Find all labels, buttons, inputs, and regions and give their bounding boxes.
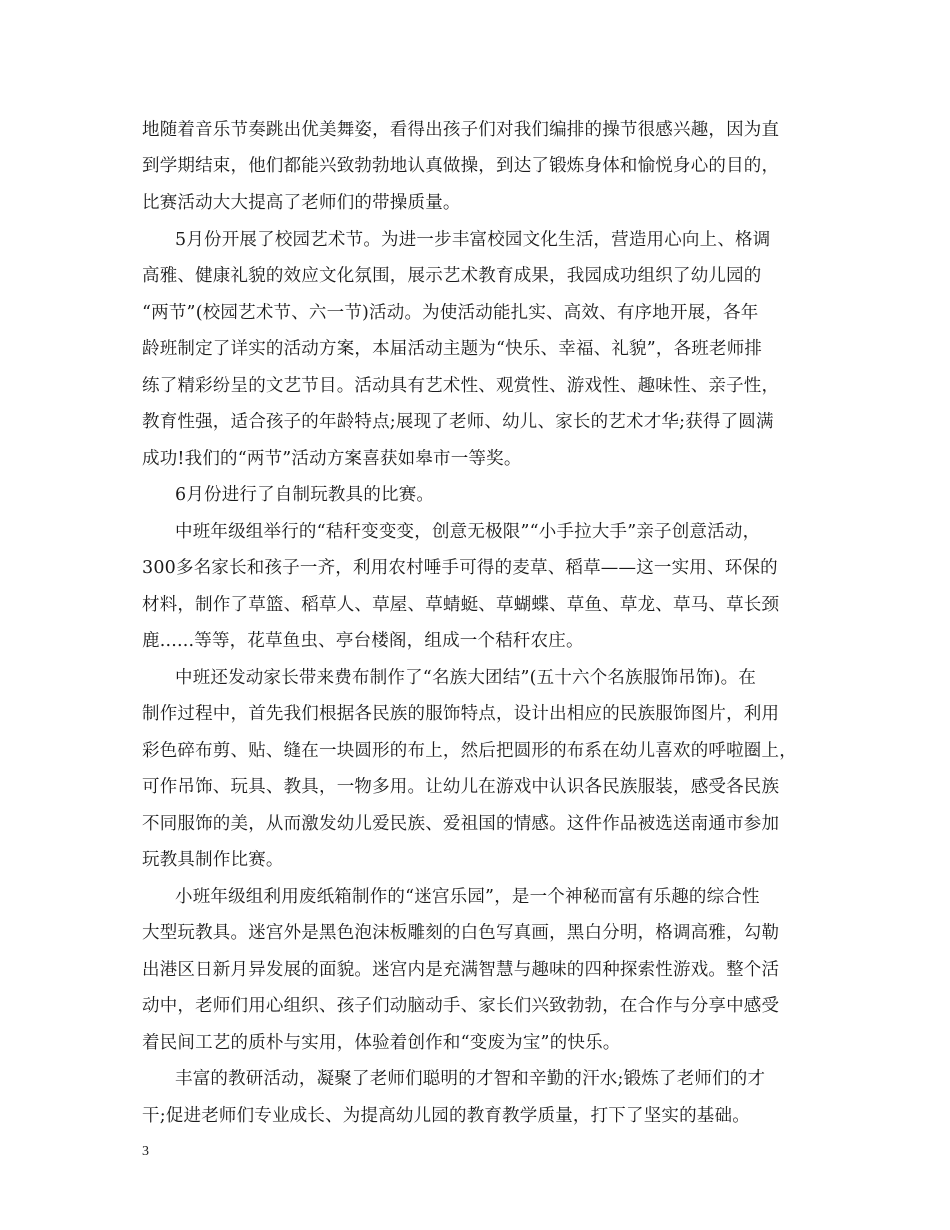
text-line: 成功!我们的“两节”活动方案喜获如皋市一等奖。 — [142, 449, 522, 469]
paragraph-start-line: 5月份开展了校园艺术节。为进一步丰富校园文化生活，营造用心向上、格调 — [175, 230, 771, 250]
text-line: 可作吊饰、玩具、教具，一物多用。让幼儿在游戏中认识各民族服装，感受各民族 — [142, 777, 780, 797]
text-line: 300多名家长和孩子一齐，利用农村唾手可得的麦草、稻草——这一实用、环保的 — [142, 558, 778, 578]
paragraph-start-line: 中班年级组举行的“秸秆变变变，创意无极限”“小手拉大手”亲子创意活动， — [175, 522, 761, 542]
page-number: 3 — [142, 1144, 149, 1159]
text-line: 干;促进老师们专业成长、为提高幼儿园的教育教学质量，打下了坚实的基础。 — [142, 1106, 750, 1126]
text-line: 到学期结束，他们都能兴致勃勃地认真做操，到达了锻炼身体和愉悦身心的目的， — [142, 156, 780, 176]
text-line: 练了精彩纷呈的文艺节目。活动具有艺术性、观赏性、游戏性、趣味性、亲子性， — [142, 376, 780, 396]
paragraph-start-line: 小班年级组利用废纸箱制作的“迷宫乐园”，是一个神秘而富有乐趣的综合性 — [175, 887, 760, 907]
text-line: 彩色碎布剪、贴、缝在一块圆形的布上，然后把圆形的布系在幼儿喜欢的呼啦圈上， — [142, 741, 797, 761]
text-line: 地随着音乐节奏跳出优美舞姿，看得出孩子们对我们编排的操节很感兴趣，因为直 — [142, 120, 780, 140]
text-line: 比赛活动大大提高了老师们的带操质量。 — [142, 193, 461, 213]
text-line: 动中，老师们用心组织、孩子们动脑动手、家长们兴致勃勃，在合作与分享中感受 — [142, 996, 780, 1016]
paragraph-start-line: 6月份进行了自制玩教具的比赛。 — [175, 485, 435, 505]
text-line: 鹿......等等，花草鱼虫、亭台楼阁，组成一个秸秆农庄。 — [142, 631, 584, 651]
text-line: 不同服饰的美，从而激发幼儿爱民族、爱祖国的情感。这件作品被选送南通市参加 — [142, 814, 780, 834]
text-line: 制作过程中，首先我们根据各民族的服饰特点，设计出相应的民族服饰图片，利用 — [142, 704, 780, 724]
text-line: 着民间工艺的质朴与实用，体验着创作和“变废为宝”的快乐。 — [142, 1033, 621, 1053]
paragraph-start-line: 丰富的教研活动，凝聚了老师们聪明的才智和辛勤的汗水;锻炼了老师们的才 — [175, 1069, 766, 1089]
text-line: 材料，制作了草篮、稻草人、草屋、草蜻蜓、草蝴蝶、草鱼、草龙、草马、草长颈 — [142, 595, 780, 615]
text-line: 玩教具制作比赛。 — [142, 850, 284, 870]
text-line: 出港区日新月异发展的面貌。迷宫内是充满智慧与趣味的四种探索性游戏。整个活 — [142, 960, 780, 980]
text-line: “两节”(校园艺术节、六一节)活动。为使活动能扎实、高效、有序地开展，各年 — [142, 303, 759, 323]
text-line: 教育性强，适合孩子的年龄特点;展现了老师、幼儿、家长的艺术才华;获得了圆满 — [142, 412, 774, 432]
text-line: 龄班制定了详实的活动方案，本届活动主题为“快乐、幸福、礼貌”，各班老师排 — [142, 339, 763, 359]
text-line: 高雅、健康礼貌的效应文化氛围，展示艺术教育成果，我园成功组织了幼儿园的 — [142, 266, 762, 286]
text-line: 大型玩教具。迷宫外是黑色泡沫板雕刻的白色写真画，黑白分明，格调高雅，勾勒 — [142, 923, 780, 943]
paragraph-start-line: 中班还发动家长带来费布制作了“名族大团结”(五十六个名族服饰吊饰)。在 — [175, 668, 757, 688]
